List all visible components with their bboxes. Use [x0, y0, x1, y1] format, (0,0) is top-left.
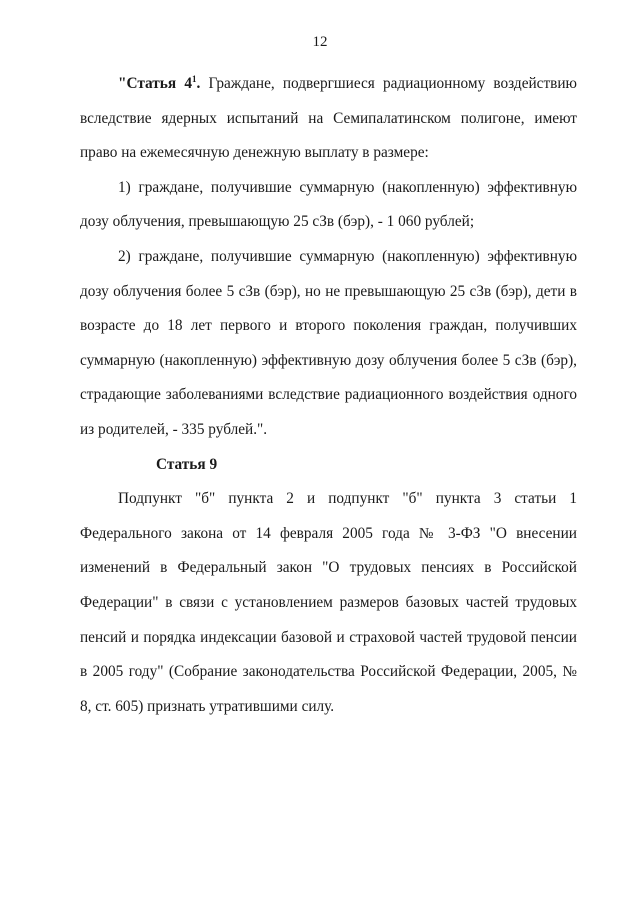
article-9-heading: Статья 9	[156, 455, 218, 473]
article-4-1-label-period: .	[196, 75, 201, 92]
article-4-1-label-text: "Статья 4	[118, 75, 192, 92]
article-4-1-label	[118, 75, 200, 92]
article-4-1-superscript: 1	[191, 74, 197, 84]
article-9-body: Подпункт "б" пункта 2 и подпункт "б" пункта 3 статьи 1 Федерального закона от 14 февраля 2005 года № 3-ФЗ "О внесении изменений в Федеральный закон "О трудовых пенсиях в Российской Федерации" в связи с установлением размеров базовых частей трудовых пенсий и порядка индексации базовой и страховой частей трудовой пенсии в 2005 году" (Собрание законодательства Российской Федерации, 2005, № 8, ст. 605) признать утратившими силу.	[80, 490, 577, 715]
article-4-1-intro-text: Граждане, подвергшиеся радиационному воздействию вследствие ядерных испытаний на Семипалатинском полигоне, имеют право на ежемесячную денежную выплату в размере:	[80, 75, 577, 162]
document-body	[80, 67, 577, 724]
article-4-1-intro	[80, 67, 577, 171]
article-4-1-item-2: 2) граждане, получившие суммарную (накопленную) эффективную дозу облучения более 5 сЗв (бэр), но не превышающую 25 сЗв (бэр), дети в возрасте до 18 лет первого и второго поколения граждан, получивших суммарную (накопленную) эффективную дозу облучения более 5 сЗв (бэр), страдающие заболеваниями вследствие радиационного воздействия одного из родителей, - 335 рублей.".	[80, 247, 577, 438]
article-4-1-item-1: 1) граждане, получившие суммарную (накопленную) эффективную дозу облучения, превышающую 25 сЗв (бэр), - 1 060 рублей;	[80, 178, 577, 231]
page-number: 12	[312, 34, 328, 50]
